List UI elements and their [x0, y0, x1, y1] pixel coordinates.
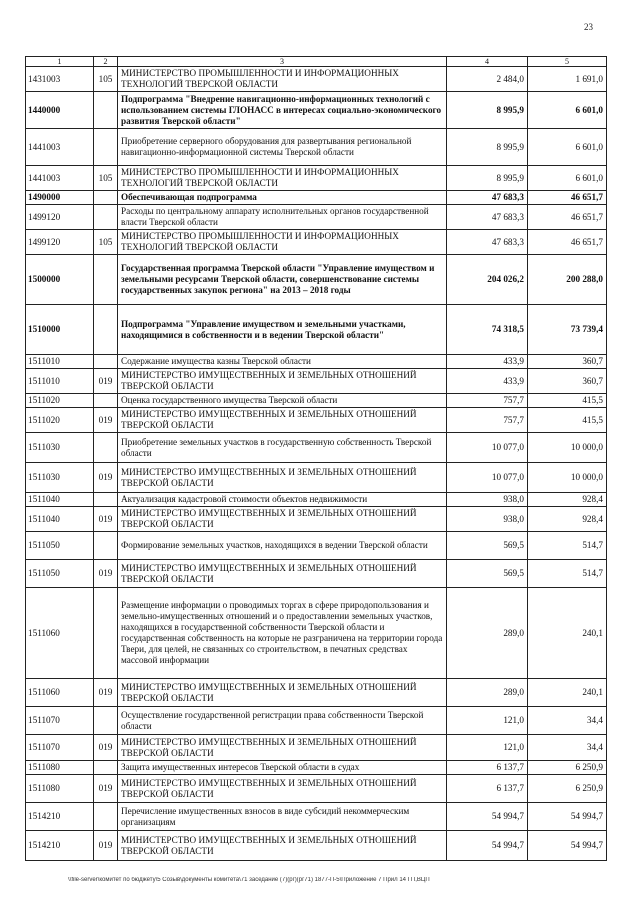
- table-row: [26, 408, 607, 433]
- row-value-col4-cell: 938,0: [447, 507, 528, 532]
- row-name-cell: МИНИСТЕРСТВО ИМУЩЕСТВЕННЫХ И ЗЕМЕЛЬНЫХ ОТНОШЕНИЙ ТВЕРСКОЙ ОБЛАСТИ: [118, 507, 447, 532]
- row-code-cell: 1514210: [26, 803, 94, 831]
- row-name-cell: Обеспечивающая подпрограмма: [118, 191, 447, 205]
- row-name-cell: Приобретение серверного оборудования для развертывания региональной навигационно-информационной системы Тверской области: [118, 129, 447, 166]
- table-row: [26, 679, 607, 707]
- row-name-cell: Формирование земельных участков, находящихся в ведении Тверской области: [118, 532, 447, 560]
- file-path-footer: \\file-server\комитет по бюджету\5 Созыв\документы комитета\71 заседание (7)(рг)(рг71) 1877-П-5\Приложение 7 Прил 14 ГП,ВЦП: [68, 877, 430, 883]
- table-row: [26, 67, 607, 92]
- table-row: [26, 735, 607, 761]
- row-value-col4-cell: 2 484,0: [447, 67, 528, 92]
- column-header-5: 5: [528, 57, 607, 67]
- row-code-cell: 1511020: [26, 394, 94, 408]
- row-subcode-cell: [94, 433, 118, 463]
- row-code-cell: 1511020: [26, 408, 94, 433]
- row-subcode-cell: [94, 129, 118, 166]
- row-code-cell: 1511080: [26, 775, 94, 803]
- row-value-col4-cell: 6 137,7: [447, 775, 528, 803]
- row-value-col5-cell: 6 601,0: [528, 166, 607, 191]
- row-code-cell: 1510000: [26, 305, 94, 355]
- row-name-cell: Содержание имущества казны Тверской области: [118, 355, 447, 369]
- page-number: 23: [584, 22, 593, 32]
- row-subcode-cell: [94, 92, 118, 129]
- row-code-cell: 1514210: [26, 831, 94, 861]
- row-value-col4-cell: 8 995,9: [447, 92, 528, 129]
- row-value-col5-cell: 1 691,0: [528, 67, 607, 92]
- row-code-cell: 1511010: [26, 355, 94, 369]
- row-code-cell: 1511050: [26, 560, 94, 588]
- row-code-cell: 1440000: [26, 92, 94, 129]
- row-name-cell: Актуализация кадастровой стоимости объектов недвижимости: [118, 493, 447, 507]
- table-row: [26, 191, 607, 205]
- row-code-cell: 1511080: [26, 761, 94, 775]
- row-value-col4-cell: 54 994,7: [447, 831, 528, 861]
- row-value-col4-cell: 289,0: [447, 679, 528, 707]
- row-code-cell: 1499120: [26, 230, 94, 255]
- row-name-cell: Размещение информации о проводимых торгах в сфере природопользования и земельно-имущественных отношений и о предоставлении земельных участков, находящихся в государственной собственности Тверской области и государственная собственность на которые не разграничена на территории города Твери, для целей, не связанных со строительством, в печатных средствах массовой информации: [118, 588, 447, 679]
- row-value-col5-cell: 415,5: [528, 408, 607, 433]
- row-name-cell: Подпрограмма "Внедрение навигационно-информационных технологий с использованием системы ГЛОНАСС в интересах социально-экономического развития Тверской области": [118, 92, 447, 129]
- row-value-col4-cell: 938,0: [447, 493, 528, 507]
- row-subcode-cell: [94, 355, 118, 369]
- row-value-col4-cell: 6 137,7: [447, 761, 528, 775]
- row-value-col5-cell: 6 601,0: [528, 92, 607, 129]
- row-value-col5-cell: 240,1: [528, 679, 607, 707]
- row-name-cell: МИНИСТЕРСТВО ПРОМЫШЛЕННОСТИ И ИНФОРМАЦИОННЫХ ТЕХНОЛОГИЙ ТВЕРСКОЙ ОБЛАСТИ: [118, 230, 447, 255]
- row-name-cell: МИНИСТЕРСТВО ИМУЩЕСТВЕННЫХ И ЗЕМЕЛЬНЫХ ОТНОШЕНИЙ ТВЕРСКОЙ ОБЛАСТИ: [118, 679, 447, 707]
- row-subcode-cell: 105: [94, 166, 118, 191]
- row-subcode-cell: [94, 493, 118, 507]
- table-row: [26, 166, 607, 191]
- row-subcode-cell: [94, 394, 118, 408]
- row-subcode-cell: 019: [94, 369, 118, 394]
- row-code-cell: 1500000: [26, 255, 94, 305]
- row-value-col5-cell: 514,7: [528, 560, 607, 588]
- table-row: [26, 433, 607, 463]
- row-name-cell: Перечисление имущественных взносов в виде субсидий некоммерческим организациям: [118, 803, 447, 831]
- row-value-col4-cell: 10 077,0: [447, 463, 528, 493]
- row-name-cell: Защита имущественных интересов Тверской области в судах: [118, 761, 447, 775]
- row-name-cell: Государственная программа Тверской области "Управление имуществом и земельными ресурсами Тверской области, совершенствование системы государственных закупок региона" на 2013 – 2018 годы: [118, 255, 447, 305]
- row-subcode-cell: [94, 588, 118, 679]
- row-value-col4-cell: 54 994,7: [447, 803, 528, 831]
- table-row: [26, 369, 607, 394]
- row-subcode-cell: 019: [94, 735, 118, 761]
- row-code-cell: 1511030: [26, 463, 94, 493]
- table-row: [26, 355, 607, 369]
- row-value-col4-cell: 8 995,9: [447, 166, 528, 191]
- row-value-col5-cell: 73 739,4: [528, 305, 607, 355]
- row-subcode-cell: 019: [94, 507, 118, 532]
- row-name-cell: МИНИСТЕРСТВО ИМУЩЕСТВЕННЫХ И ЗЕМЕЛЬНЫХ ОТНОШЕНИЙ ТВЕРСКОЙ ОБЛАСТИ: [118, 775, 447, 803]
- table-body: [26, 67, 607, 861]
- column-header-4: 4: [447, 57, 528, 67]
- table-row: [26, 305, 607, 355]
- row-subcode-cell: 019: [94, 775, 118, 803]
- row-code-cell: 1511060: [26, 679, 94, 707]
- table-row: [26, 493, 607, 507]
- row-value-col4-cell: 47 683,3: [447, 191, 528, 205]
- column-header-1: 1: [26, 57, 94, 67]
- table-row: [26, 507, 607, 532]
- table-row: [26, 92, 607, 129]
- row-value-col5-cell: 6 250,9: [528, 775, 607, 803]
- table-row: [26, 775, 607, 803]
- row-value-col4-cell: 8 995,9: [447, 129, 528, 166]
- row-value-col5-cell: 34,4: [528, 707, 607, 735]
- row-name-cell: Подпрограмма "Управление имуществом и земельными участками, находящимися в собственности и в ведении Тверской области": [118, 305, 447, 355]
- table-row: [26, 560, 607, 588]
- row-value-col4-cell: 121,0: [447, 735, 528, 761]
- row-value-col5-cell: 10 000,0: [528, 433, 607, 463]
- row-subcode-cell: [94, 707, 118, 735]
- table-row: [26, 205, 607, 230]
- row-code-cell: 1431003: [26, 67, 94, 92]
- row-value-col4-cell: 569,5: [447, 532, 528, 560]
- table-header-row: [26, 57, 607, 67]
- row-value-col5-cell: 46 651,7: [528, 191, 607, 205]
- row-name-cell: МИНИСТЕРСТВО ИМУЩЕСТВЕННЫХ И ЗЕМЕЛЬНЫХ ОТНОШЕНИЙ ТВЕРСКОЙ ОБЛАСТИ: [118, 463, 447, 493]
- row-subcode-cell: 019: [94, 408, 118, 433]
- row-code-cell: 1511070: [26, 735, 94, 761]
- row-value-col5-cell: 928,4: [528, 493, 607, 507]
- row-subcode-cell: 019: [94, 560, 118, 588]
- row-value-col4-cell: 47 683,3: [447, 205, 528, 230]
- row-name-cell: МИНИСТЕРСТВО ПРОМЫШЛЕННОСТИ И ИНФОРМАЦИОННЫХ ТЕХНОЛОГИЙ ТВЕРСКОЙ ОБЛАСТИ: [118, 67, 447, 92]
- row-name-cell: Приобретение земельных участков в государственную собственность Тверской области: [118, 433, 447, 463]
- row-code-cell: 1511040: [26, 493, 94, 507]
- row-subcode-cell: [94, 191, 118, 205]
- row-value-col4-cell: 289,0: [447, 588, 528, 679]
- row-value-col5-cell: 415,5: [528, 394, 607, 408]
- row-subcode-cell: [94, 255, 118, 305]
- column-header-2: 2: [94, 57, 118, 67]
- row-code-cell: 1511070: [26, 707, 94, 735]
- row-code-cell: 1499120: [26, 205, 94, 230]
- row-value-col4-cell: 10 077,0: [447, 433, 528, 463]
- row-value-col4-cell: 47 683,3: [447, 230, 528, 255]
- row-value-col4-cell: 204 026,2: [447, 255, 528, 305]
- row-value-col5-cell: 34,4: [528, 735, 607, 761]
- row-name-cell: МИНИСТЕРСТВО ИМУЩЕСТВЕННЫХ И ЗЕМЕЛЬНЫХ ОТНОШЕНИЙ ТВЕРСКОЙ ОБЛАСТИ: [118, 408, 447, 433]
- table-row: [26, 588, 607, 679]
- row-subcode-cell: 019: [94, 679, 118, 707]
- row-value-col4-cell: 74 318,5: [447, 305, 528, 355]
- row-subcode-cell: [94, 532, 118, 560]
- row-subcode-cell: [94, 205, 118, 230]
- row-value-col5-cell: 54 994,7: [528, 831, 607, 861]
- row-value-col5-cell: 240,1: [528, 588, 607, 679]
- row-name-cell: Расходы по центральному аппарату исполнительных органов государственной власти Тверской области: [118, 205, 447, 230]
- row-subcode-cell: 019: [94, 463, 118, 493]
- row-value-col4-cell: 757,7: [447, 394, 528, 408]
- row-value-col5-cell: 6 601,0: [528, 129, 607, 166]
- row-value-col5-cell: 360,7: [528, 355, 607, 369]
- row-name-cell: Оценка государственного имущества Тверской области: [118, 394, 447, 408]
- row-code-cell: 1490000: [26, 191, 94, 205]
- table-row: [26, 129, 607, 166]
- row-code-cell: 1511010: [26, 369, 94, 394]
- row-code-cell: 1441003: [26, 166, 94, 191]
- table-row: [26, 463, 607, 493]
- row-value-col4-cell: 757,7: [447, 408, 528, 433]
- row-value-col4-cell: 433,9: [447, 369, 528, 394]
- row-value-col5-cell: 46 651,7: [528, 230, 607, 255]
- row-subcode-cell: 019: [94, 831, 118, 861]
- row-subcode-cell: [94, 803, 118, 831]
- row-value-col5-cell: 514,7: [528, 532, 607, 560]
- table-row: [26, 394, 607, 408]
- row-name-cell: Осуществление государственной регистрации права собственности Тверской области: [118, 707, 447, 735]
- row-code-cell: 1511040: [26, 507, 94, 532]
- row-code-cell: 1441003: [26, 129, 94, 166]
- row-value-col5-cell: 46 651,7: [528, 205, 607, 230]
- row-name-cell: МИНИСТЕРСТВО ПРОМЫШЛЕННОСТИ И ИНФОРМАЦИОННЫХ ТЕХНОЛОГИЙ ТВЕРСКОЙ ОБЛАСТИ: [118, 166, 447, 191]
- column-header-3: 3: [118, 57, 447, 67]
- row-value-col4-cell: 569,5: [447, 560, 528, 588]
- table-row: [26, 255, 607, 305]
- table-row: [26, 230, 607, 255]
- row-value-col5-cell: 54 994,7: [528, 803, 607, 831]
- row-subcode-cell: 105: [94, 230, 118, 255]
- row-code-cell: 1511060: [26, 588, 94, 679]
- row-subcode-cell: 105: [94, 67, 118, 92]
- row-value-col5-cell: 10 000,0: [528, 463, 607, 493]
- row-name-cell: МИНИСТЕРСТВО ИМУЩЕСТВЕННЫХ И ЗЕМЕЛЬНЫХ ОТНОШЕНИЙ ТВЕРСКОЙ ОБЛАСТИ: [118, 735, 447, 761]
- row-name-cell: МИНИСТЕРСТВО ИМУЩЕСТВЕННЫХ И ЗЕМЕЛЬНЫХ ОТНОШЕНИЙ ТВЕРСКОЙ ОБЛАСТИ: [118, 369, 447, 394]
- row-name-cell: МИНИСТЕРСТВО ИМУЩЕСТВЕННЫХ И ЗЕМЕЛЬНЫХ ОТНОШЕНИЙ ТВЕРСКОЙ ОБЛАСТИ: [118, 560, 447, 588]
- table-row: [26, 831, 607, 861]
- row-value-col5-cell: 200 288,0: [528, 255, 607, 305]
- table-row: [26, 532, 607, 560]
- row-subcode-cell: [94, 305, 118, 355]
- budget-table: [25, 56, 607, 861]
- table-row: [26, 803, 607, 831]
- table-row: [26, 707, 607, 735]
- row-code-cell: 1511030: [26, 433, 94, 463]
- row-value-col5-cell: 6 250,9: [528, 761, 607, 775]
- row-subcode-cell: [94, 761, 118, 775]
- row-name-cell: МИНИСТЕРСТВО ИМУЩЕСТВЕННЫХ И ЗЕМЕЛЬНЫХ ОТНОШЕНИЙ ТВЕРСКОЙ ОБЛАСТИ: [118, 831, 447, 861]
- row-code-cell: 1511050: [26, 532, 94, 560]
- row-value-col5-cell: 360,7: [528, 369, 607, 394]
- row-value-col5-cell: 928,4: [528, 507, 607, 532]
- table-row: [26, 761, 607, 775]
- row-value-col4-cell: 121,0: [447, 707, 528, 735]
- row-value-col4-cell: 433,9: [447, 355, 528, 369]
